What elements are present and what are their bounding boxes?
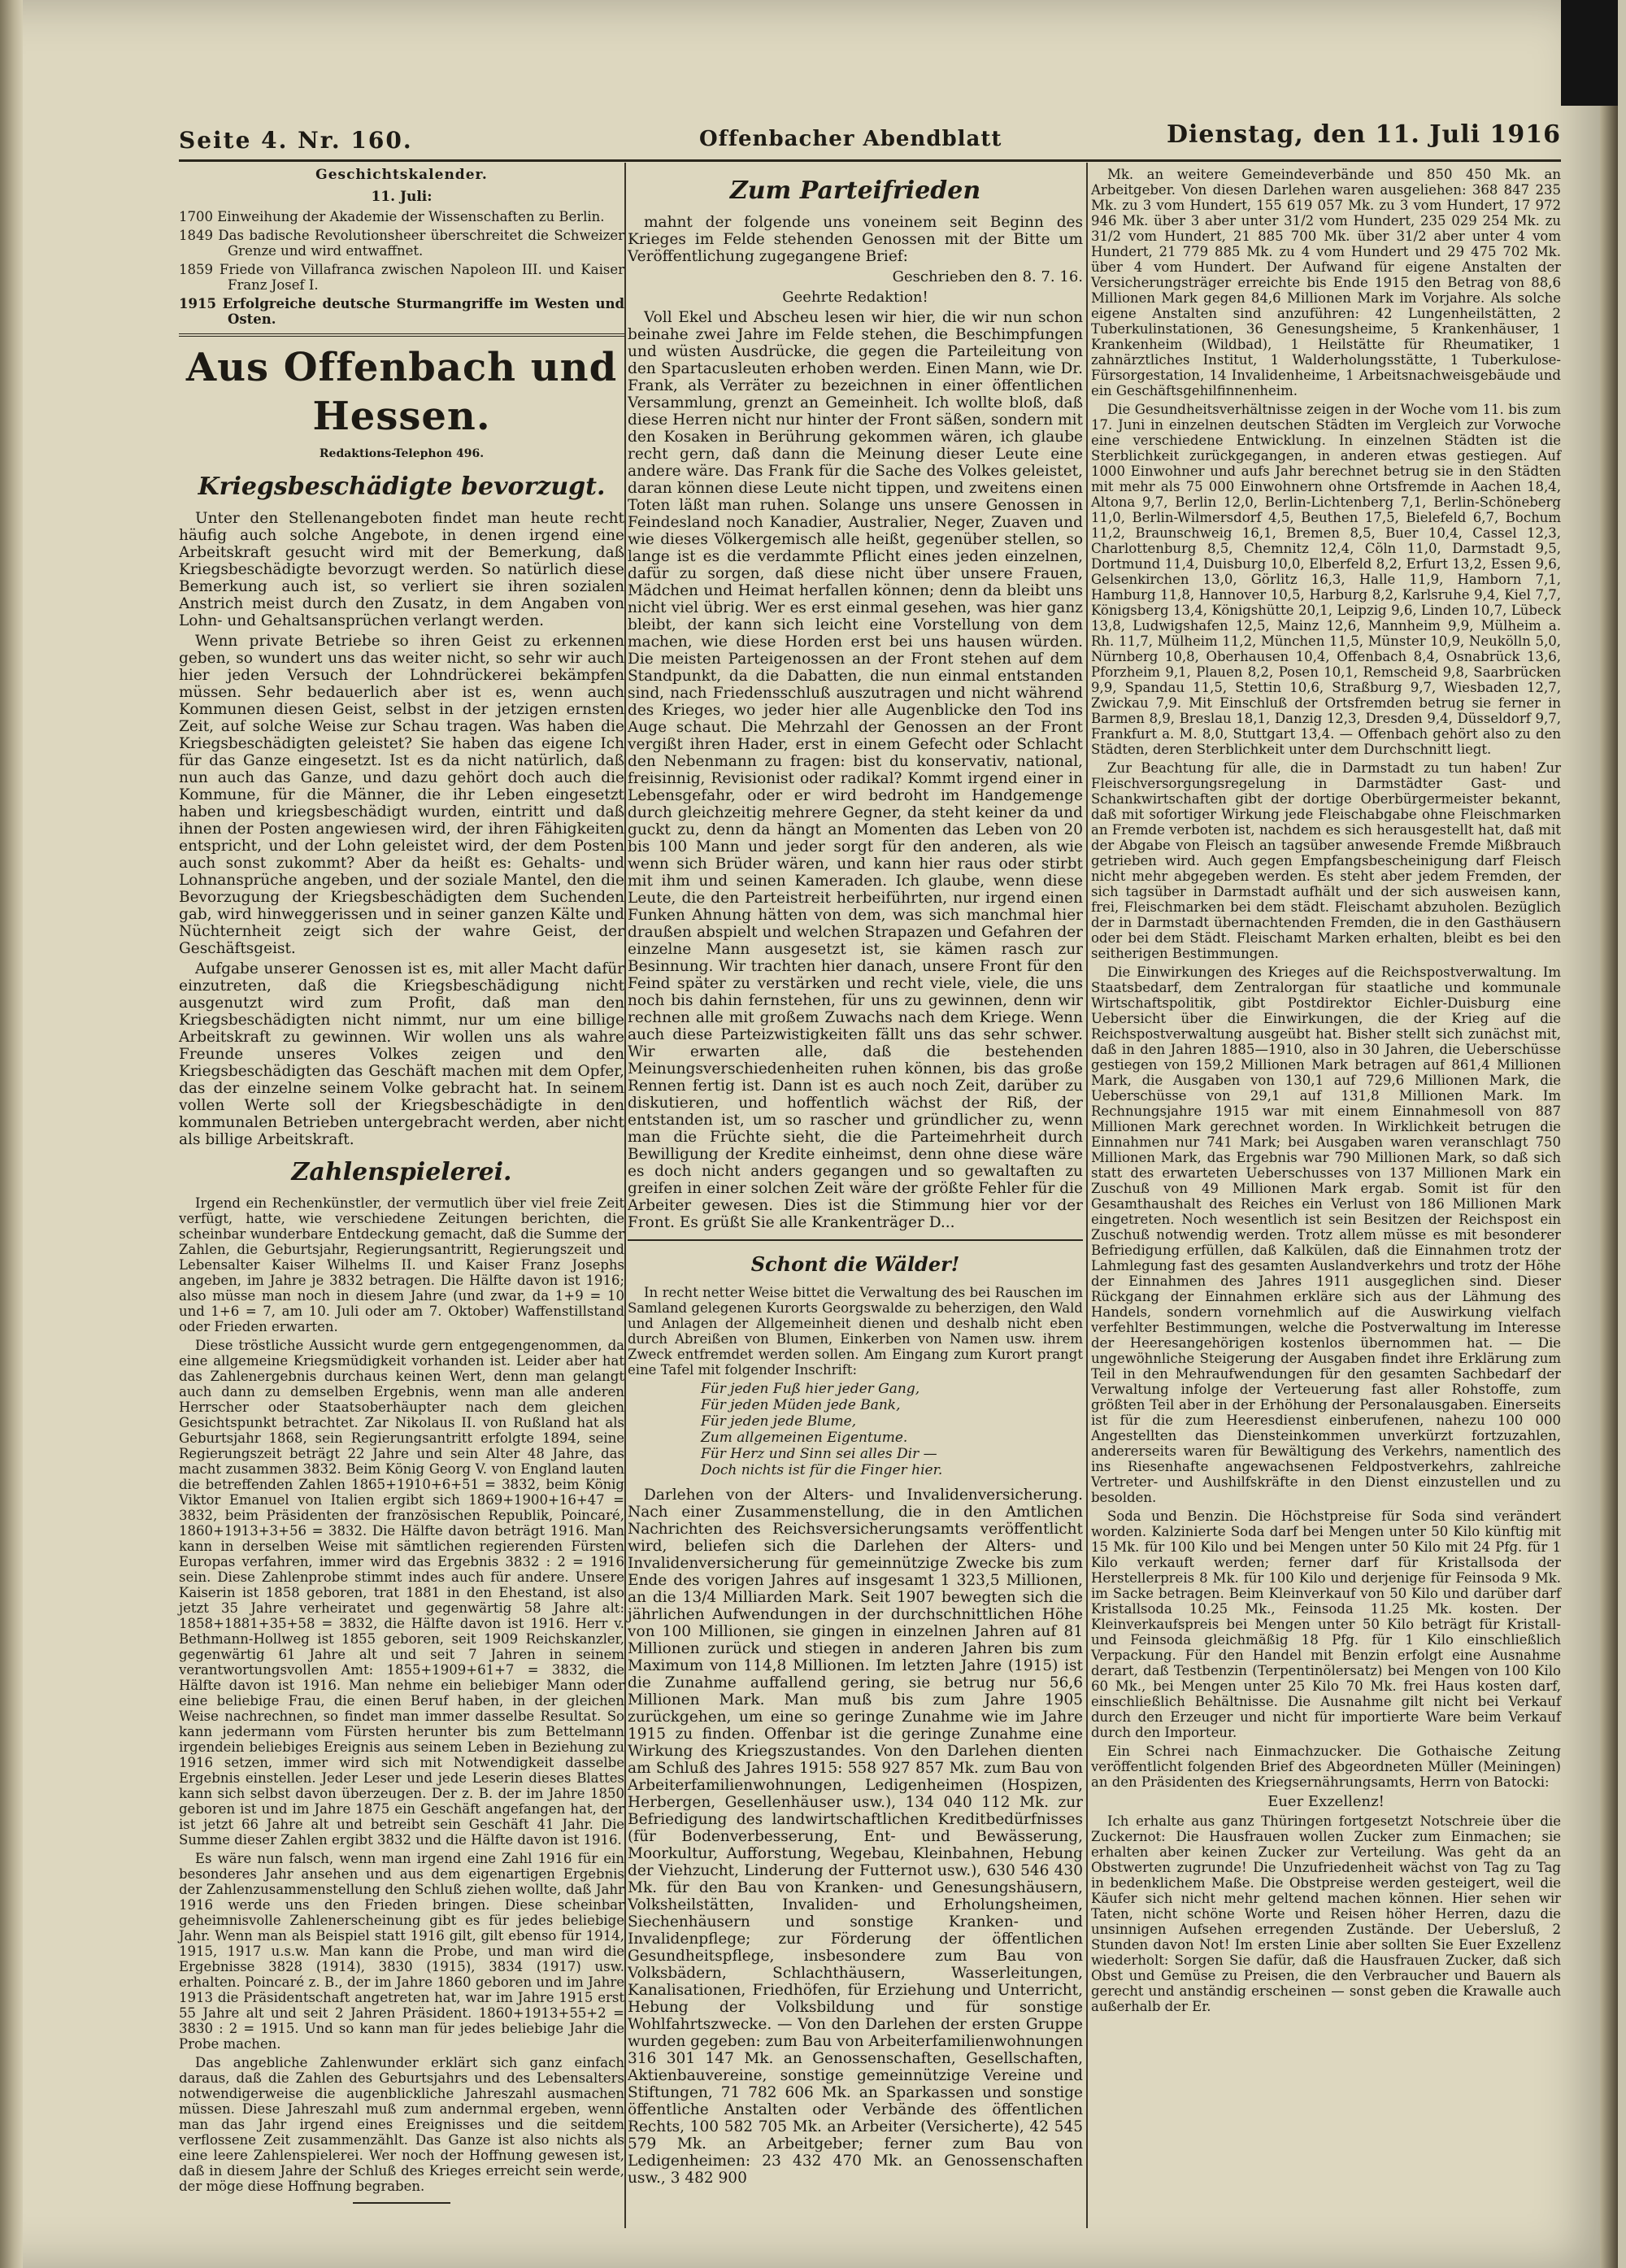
article-title: Zahlenspielerei. [291, 1158, 512, 1186]
article-paragraph: Es wäre nun falsch, wenn man irgend eine Zahl 1916 für ein besonderes Jahr ansehen und aus dem eigenartigen Ergebnis der Zahlenzusammenstellung den Schluß ziehen wollte, daß Jahr 1916 werde uns den Frieden bringen. Diese scheinbar geheimnisvolle Zahlenerscheinung gibt es für jedes beliebige Jahr. Wenn man als Beispiel statt 1916 gilt, gilt ebenso für 1914, 1915, 1917 u.s.w. Man kann die Probe, und man wird die Ergebnisse 3828 (1914), 3830 (1915), 3834 (1917) usw. erhalten. Poincaré z. B., der im Jahre 1860 geboren und im Jahre 1913 die Präsidentschaft angetreten hat, war im Jahre 1915 erst 55 Jahre alt und seit 2 Jahren Präsident. 1860+1913+55+2 = 3830 : 2 = 1915. Und so kann man für jedes beliebige Jahr die Probe machen. [179, 1851, 624, 2052]
poem-line: Zum allgemeinen Eigentume. [701, 1430, 908, 1446]
article-paragraph: Das angebliche Zahlenwunder erklärt sich ganz einfach daraus, daß die Zahlen des Geburtsjahrs und des Lebensalters notwendigerweise die augenblickliche Jahreszahl ausmachen müssen. Diese Jahreszahl muß zum andernmal ergeben, wenn man das Jahr irgend eines Ereignisses und die seitdem verflossene Zeit zusammenzählt. Das Ganze ist also nichts als eine leere Zahlenspielerei. Wer noch der Hoffnung gewesen ist, daß in diesem Jahre der Schluß des Krieges erreicht sein werde, der möge diese Hoffnung begraben. [179, 2055, 624, 2194]
article-paragraph: Unter den Stellenangeboten findet man heute recht häufig auch solche Angebote, in denen irgend eine Arbeitskraft gesucht wird mit der Bemerkung, daß Kriegsbeschädigte bevorzugt werden. So natürlich diese Bemerkung auch ist, so verliert sie ihren sozialen Anstrich meist durch den Zusatz, in dem Angaben von Lohn- und Gehaltsansprüchen verlangt werden. [179, 510, 624, 629]
page-binding [0, 0, 23, 2268]
article-title: Kriegsbeschädigte bevorzugt. [198, 472, 606, 501]
column-rule [624, 163, 626, 2228]
article-paragraph: Voll Ekel und Abscheu lesen wir hier, die wir nun schon beinahe zwei Jahre im Felde stehen, die Beschimpfungen und wüsten Ausdrücke, die gegen die Parteileitung von den Spartacusleuten erhoben werden. Einen Mann, wie Dr. Frank, als Verräter zu bezeichnen in einer öffentlichen Versammlung, grenzt an Gemeinheit. Ich wollte bloß, daß diese Herren nicht nur hinter der Front säßen, sondern mit den Kosaken in Berührung gekommen wären, ich glaube recht gern, daß dann die Meinung dieser Leute eine andere wäre. Das Frank für die Sache des Volkes geleistet, daran können diese Leute nicht tippen, und zweitens einen Toten läßt man ruhen. Solange uns unsere Genossen in Feindesland noch Kanadier, Australier, Neger, Zuaven und wie dieses Völkergemisch alle heißt, gegenüber stellen, so lange ist es die verdammte Pflicht eines jeden einzelnen, dafür zu sorgen, daß diese nicht über unsere Frauen, Mädchen und Heimat herfallen können; denn da bleibt uns nicht viel übrig. Wer es erst einmal gesehen, was hier ganz bleibt, der kann sich leicht eine Vorstellung von dem machen, wie diese Horden erst bei uns hausen würden. Die meisten Parteigenossen an der Front stehen auf dem Standpunkt, da die Dabatten, die nun einmal entstanden sind, nach Friedensschluß auszutragen und nicht während des Krieges, wo jeder hier alle Augenblicke den Tod ins Auge schaut. Die Mehrzahl der Genossen an der Front vergißt ihren Hader, erst in einem Gefecht oder Schlacht den Nebenmann zu fragen: bist du konservativ, national, freisinnig, Revisionist oder radikal? Kommt irgend einer in Lebensgefahr, oder er wird bedroht im Handgemenge durch gleichzeitig mehrere Gegner, da steht keiner da und guckt zu, denn da hängt an Momenten das Leben von 20 bis 100 Mann und jeder sorgt für den anderen, als wie wenn sich Brüder wären, und kann hier raus oder stirbt mit ihm und seinen Kameraden. Ich glaube, wenn diese Leute, die den Parteistreit herbeiführten, nur irgend einen Funken Ahnung hätten von dem, was sich manchmal hier draußen abspielt und welchen Strapazen und Gefahren der einzelne Mann ausgesetzt ist, sie kämen rasch zur Besinnung. Wir trachten hier danach, unsere Front für den Feind später zu verstärken und recht viele, viele, die uns noch bis dahin fernstehen, für uns zu gewinnen, denn wir rechnen alle mit großem Zuwachs nach dem Kriege. Wenn auch diese Parteizwistigkeiten fällt uns das sehr schwer. Wir erwarten alle, daß die bestehenden Meinungsverschiedenheiten ruhen können, bis das große Rennen fertig ist. Dann ist es auch noch Zeit, darüber zu diskutieren, und hoffentlich wächst der Riß, der entstanden ist, um so rascher und gründlicher zu, wenn man die Früchte sieht, die die Parteimehrheit durch Bewilligung der Kredite einheimst, denn ohne diese wäre es doch nicht anders gegangen und so gewaltaften zu greifen in einer solchen Zeit wäre der größte Fehler für die Arbeiter gewesen. Dies ist die Stimmung hier vor der Front. Es grüßt Sie alle Krankenträger D... [628, 309, 1083, 1231]
article-paragraph: Aufgabe unserer Genossen ist es, mit aller Macht dafür einzutreten, daß die Kriegsbeschädigung nicht ausgenutzt wird zum Profit, daß man den Kriegsbeschädigten nicht nimmt, nur um eine billige Arbeitskraft zu gewinnen. Wir wollen uns als wahre Freunde unseres Volkes zeigen und den Kriegsbeschädigten das Geschäft machen mit dem Opfer, das der einzelne seinem Volke gebracht hat. In seinem vollen Werte soll der Kriegsbeschädigte in den kommunalen Betrieben untergebracht werden, aber nicht als billige Arbeitskraft. [179, 960, 624, 1148]
newspaper-title: Offenbacher Abendblatt [699, 127, 1002, 151]
article-paragraph: Ein Schrei nach Einmachzucker. Die Gothaische Zeitung veröffentlicht folgenden Brief des Abgeordneten Müller (Meiningen) an den Präsidenten des Kriegsernährungsamts, Herrn von Batocki: [1091, 1743, 1561, 1790]
scan-corner [1561, 0, 1618, 106]
column-2 [628, 167, 1083, 2190]
divider [628, 1239, 1083, 1241]
poem-line: Für jeden Müden jede Bank, [701, 1397, 901, 1413]
article-paragraph: Wenn private Betriebe so ihren Geist zu erkennen geben, so wundert uns das weiter nicht, so sehr wir auch hier jeden Versuch der Lohndrückerei bekämpfen müssen. Sehr bedauerlich aber ist es, wenn auch Kommunen diesen Geist, selbst in der jetzigen ernsten Zeit, auf solche Weise zur Schau tragen. Was haben die Kriegsbeschädigten geleistet? Sie haben das eigene Ich für das Ganze eingesetzt. Ist es da nicht natürlich, daß nun auch das Ganze, und dazu gehört doch auch die Kommune, für die Männer, die ihr Leben eingesetzt haben und kriegsbeschädigt wurden, eintritt und daß ihnen der Posten angewiesen wird, der ihren Fähigkeiten entspricht, und der Lohn geleistet wird, der dem Posten auch sonst zukommt? Aber da heißt es: Gehalts- und Lohnansprüche angeben, und der soziale Mantel, den die Bevorzugung der Kriegsbeschädigten dem Suchenden gab, wird hinweggerissen und in seiner ganzen Kälte und Nüchternheit zeigt sich der wahre Geist, der Geschäftsgeist. [179, 633, 624, 957]
article-paragraph: In recht netter Weise bittet die Verwaltung des bei Rauschen im Samland gelegenen Kurorts Georgswalde zu beherzigen, den Wald und Anlagen der Allgemeinheit dienen und deshalb nicht eben durch Abreißen von Blumen, Einkerben von Namen usw. ihrem Zweck entfremdet werden sollen. Am Eingang zum Kurort prangt eine Tafel mit folgender Inschrift: [628, 1285, 1083, 1378]
calendar-item: 1915 Erfolgreiche deutsche Sturmangriffe im Westen und Osten. [179, 296, 624, 327]
article-title: Schont die Wälder! [750, 1252, 960, 1276]
page-header [179, 120, 1561, 162]
calendar-item: 1859 Friede von Villafranca zwischen Napoleon III. und Kaiser Franz Josef I. [179, 262, 624, 293]
issue-date: Dienstag, den 11. Juli 1916 [1166, 120, 1561, 149]
editorial-phone: Redaktions-Telephon 496. [319, 447, 485, 460]
column-3 [1091, 167, 1561, 2018]
article-paragraph: Die Gesundheitsverhältnisse zeigen in der Woche vom 11. bis zum 17. Juni in einzelnen deutschen Städten im Vergleich zur Vorwoche eine verschiedene Entwicklung. In einzelnen Städten ist die Sterblichkeit zurückgegangen, in anderen etwas gestiegen. Auf 1000 Einwohner und aufs Jahr berechnet betrug sie in den Städten mit mehr als 75 000 Einwohnern ohne Ortsfremde in Aachen 18,4, Altona 9,7, Berlin 12,0, Berlin-Lichtenberg 7,1, Berlin-Schöneberg 11,0, Berlin-Wilmersdorf 4,5, Beuthen 17,5, Bielefeld 6,7, Bochum 11,2, Braunschweig 16,1, Bremen 8,5, Buer 10,4, Cassel 12,3, Charlottenburg 8,5, Chemnitz 12,4, Cöln 11,0, Darmstadt 9,5, Dortmund 11,4, Duisburg 10,0, Elberfeld 8,2, Erfurt 13,2, Essen 9,6, Gelsenkirchen 13,0, Görlitz 16,3, Halle 11,9, Hamborn 7,1, Hamburg 11,8, Hannover 10,5, Harburg 8,2, Karlsruhe 9,4, Kiel 7,7, Königsberg 13,4, Königshütte 20,1, Leipzig 9,6, Linden 10,7, Lübeck 13,8, Ludwigshafen 12,5, Mainz 12,6, Mannheim 9,9, Mülheim a. Rh. 11,7, Mülheim 11,2, München 11,5, Münster 10,9, Neukölln 5,0, Nürnberg 10,8, Oberhausen 10,4, Offenbach 8,4, Osnabrück 13,6, Pforzheim 9,1, Plauen 8,2, Posen 10,1, Remscheid 9,8, Saarbrücken 9,9, Spandau 11,5, Stettin 10,6, Straßburg 9,7, Wiesbaden 12,7, Zwickau 7,9. Mit Einschluß der Ortsfremden betrug sie ferner in Barmen 8,9, Breslau 18,1, Danzig 12,3, Dresden 9,4, Düsseldorf 9,7, Frankfurt a. M. 8,0, Stuttgart 13,4. — Offenbach gehört also zu den Städten, deren Sterblichkeit unter dem Durchschnitt liegt. [1091, 402, 1561, 757]
column-rule [1086, 163, 1088, 2228]
calendar-item: 1700 Einweihung der Akademie der Wissenschaften zu Berlin. [179, 209, 605, 224]
calendar-title: Geschichtskalender. [315, 167, 488, 183]
article-paragraph: Darlehen von der Alters- und Invalidenversicherung. Nach einer Zusammenstellung, die in den Amtlichen Nachrichten des Reichsversicherungsamts veröffentlicht wird, beliefen sich die Darlehen der Alters- und Invalidenversicherung für gemeinnützige Zwecke bis zum Ende des vorigen Jahres auf insgesamt 1 323,5 Millionen, an die 13/4 Milliarden Mark. Seit 1907 bewegten sich die jährlichen Aufwendungen in der durchschnittlichen Höhe von 100 Millionen, sie gingen in einzelnen Jahren auf 81 Millionen zurück und stiegen in anderen Jahren bis zum Maximum von 114,8 Millionen. Im letzten Jahre (1915) ist die Zunahme auffallend gering, sie betrug nur 56,6 Millionen Mark. Man muß bis zum Jahre 1905 zurückgehen, um eine so geringe Zunahme wie im Jahre 1915 zu finden. Offenbar ist die geringe Zunahme eine Wirkung des Kriegszustandes. Von den Darlehen dienten am Schluß des Jahres 1915: 558 927 857 Mk. zum Bau von Arbeiterfamilienwohnungen, Ledigenheimen (Hospizen, Herbergen, Gesellenhäuser usw.), 134 040 112 Mk. zur Befriedigung des landwirtschaftlichen Kreditbedürfnisses (für Bodenverbesserung, Ent- und Bewässerung, Moorkultur, Aufforstung, Wegebau, Kleinbahnen, Hebung der Viehzucht, Linderung der Futternot usw.), 630 546 430 Mk. für den Bau von Kranken- und Genesungshäusern, Volksheilstätten, Invaliden- und Erholungsheimen, Siechenhäusern und sonstige Kranken- und Invalidenpflege; zur Förderung der öffentlichen Gesundheitspflege, insbesondere zum Bau von Volksbädern, Schlachthäusern, Wasserleitungen, Kanalisationen, Friedhöfen, für Erziehung und Unterricht, Hebung der Volksbildung und für sonstige Wohlfahrtszwecke. — Von den Darlehen der ersten Gruppe wurden gegeben: zum Bau von Arbeiterfamilienwohnungen 316 301 147 Mk. an Genossenschaften, Gesellschaften, Aktienbauvereine, sonstige gemeinnützige Vereine und Stiftungen, 71 782 606 Mk. an Sparkassen und sonstige öffentliche Anstalten oder Verbände des öffentlichen Rechts, 100 582 705 Mk. an Arbeiter (Versicherte), 42 545 579 Mk. an Arbeitgeber; ferner zum Bau von Ledigenheimen: 23 432 470 Mk. an Genossenschaften usw., 3 482 900 [628, 1487, 1083, 2187]
article-paragraph: Soda und Benzin. Die Höchstpreise für Soda sind verändert worden. Kalzinierte Soda darf bei Mengen unter 50 Kilo künftig mit 15 Mk. für 100 Kilo und bei Mengen unter 50 Kilo mit 24 Pfg. für 1 Kilo verkauft werden; ferner darf für Kristallsoda der Herstellerpreis 8 Mk. für 100 Kilo und derjenige für Feinsoda 9 Mk. im Sacke betragen. Beim Kleinverkauf von 50 Kilo und darüber darf Kristallsoda 10.25 Mk., Feinsoda 11.25 Mk. kosten. Der Kleinverkaufspreis bei Mengen unter 50 Kilo beträgt für Kristall- und Feinsoda gleichmäßig 18 Pfg. für 1 Kilo einschließlich Verpackung. Für den Handel mit Benzin erfolgt eine Ausnahme derart, daß Testbenzin (Terpentinölersatz) bei Mengen von 100 Kilo 60 Mk., bei Mengen unter 25 Kilo 70 Mk. frei Haus kosten darf, einschließlich Behältnisse. Die Ausnahme gilt nicht bei Verkauf durch den Erzeuger und nicht für importierte Ware beim Verkauf durch den Importeur. [1091, 1508, 1561, 1740]
poem-line: Für jeden jede Blume, [701, 1413, 857, 1430]
calendar-item: 1849 Das badische Revolutionsheer überschreitet die Schweizer Grenze und wird entwaffnet. [179, 228, 624, 259]
end-rule [353, 2202, 450, 2204]
section-heading: Aus Offenbach und Hessen. [185, 345, 618, 439]
poem-line: Doch nichts ist für die Finger hier. [701, 1462, 943, 1478]
letter-date: Geschrieben den 8. 7. 16. [892, 268, 1083, 285]
poem [628, 1381, 1083, 1478]
page-number: Seite 4. Nr. 160. [179, 127, 413, 154]
poem-line: Für Herz und Sinn sei alles Dir — [701, 1446, 937, 1462]
poem-line: Für jeden Fuß hier jeder Gang, [701, 1381, 920, 1397]
article-title: Zum Parteifrieden [729, 176, 981, 205]
article-paragraph: Diese tröstliche Aussicht wurde gern entgegengenommen, da eine allgemeine Kriegsmüdigkeit vorhanden ist. Leider aber hat das Zahlenergebnis durchaus keinen Wert, denn man gelangt auch dann zu demselben Ergebnis, wenn man alle anderen Herrscher oder Staatsoberhäupter nach dem gleichen Gesichtspunkt betrachtet. Zar Nikolaus II. von Rußland hat als Geburtsjahr 1868, sein Regierungsantritt erfolgte 1894, seine Regierungszeit beträgt 22 Jahre und sein Alter 48 Jahre, das macht zusammen 3832. Beim König Georg V. von England lauten die betreffenden Zahlen 1865+1910+6+51 = 3832, beim König Viktor Emanuel von Italien ergibt sich 1869+1900+16+47 = 3832, beim Präsidenten der französischen Republik, Poincaré, 1860+1913+3+56 = 3832. Die Hälfte davon beträgt 1916. Man kann in derselben Weise mit sämtlichen regierenden Fürsten Europas verfahren, immer wird das Ergebnis 3832 : 2 = 1916 sein. Diese Zahlenprobe stimmt indes auch für andere. Unsere Kaiserin ist 1858 geboren, trat 1881 in den Ehestand, ist also jetzt 35 Jahre verheiratet und gegenwärtig 58 Jahre alt: 1858+1881+35+58 = 3832, die Hälfte davon ist 1916. Herr v. Bethmann-Hollweg ist 1855 geboren, seit 1909 Reichskanzler, gegenwärtig 61 Jahre alt und seit 7 Jahren in seinem verantwortungsvollen Amt: 1855+1909+61+7 = 3832, die Hälfte davon ist 1916. Man nehme ein beliebiger Mann oder eine beliebige Frau, die einen Beruf haben, in der gleichen Weise nachrechnen, so findet man immer dasselbe Resultat. So kann jedermann vom Fürsten herunter bis zum Bettelmann irgendein beliebiges Ereignis aus seinem Leben in Beziehung zu 1916 setzen, immer wird sich mit Notwendigkeit dasselbe Ergebnis einstellen. Jeder Leser und jede Leserin dieses Blattes kann sich selbst davon überzeugen. Der z. B. der im Jahre 1850 geboren ist und im Jahre 1875 ein Geschäft angefangen hat, der ist jetzt 66 Jahre alt und betreibt sein Geschäft 41 Jahr. Die Summe dieser Zahlen ergibt 3832 und die Hälfte davon ist 1916. [179, 1338, 624, 1848]
article-paragraph: Ich erhalte aus ganz Thüringen fortgesetzt Notschreie über die Zuckernot: Die Hausfrauen wollen Zucker zum Einmachen; sie erhalten aber keinen Zucker zur Verteilung. Was geht da an Obstwerten zugrunde! Die Unzufriedenheit wächst von Tag zu Tag in bedenklichem Maße. Die Obstpreise werden gesteigert, weil die Käufer sich nicht mehr geltend machen können. Hier sehen wir Taten, nicht schöne Worte und Reisen höher Herren, dazu die unsinnigen Aufsehen erregenden Zustände. Der Uebersluß, 2 Stunden davon Not! Im ersten Linie aber sollten Sie Euer Exzellenz wiederholt: Sorgen Sie dafür, daß die Hausfrauen Zucker, daß sich Obst und Gemüse zu Preisen, die den Verbraucher und Bauern als gerecht und anständig erscheinen — sonst geben die Krawalle auch außerhalb der Er. [1091, 1813, 1561, 2014]
article-paragraph: Die Einwirkungen des Krieges auf die Reichspostverwaltung. Im Staatsbedarf, dem Zentralorgan für staatliche und kommunale Wirtschaftspolitik, gibt Postdirektor Eichler-Duisburg eine Uebersicht über die Einwirkungen, die der Krieg auf die Reichspostverwaltung ausgeübt hat. Bisher stellt sich zunächst mit, daß in den Jahren 1885—1910, also in 30 Jahren, die Ueberschüsse gestiegen von 159,2 Millionen Mark betragen auf 861,4 Millionen Mark, die Ausgaben von 130,1 auf 729,6 Millionen Mark, die Ueberschüsse von 29,1 auf 131,8 Millionen Mark. Im Rechnungsjahre 1915 war mit einem Einnahmesoll von 887 Millionen Mark gerechnet worden. In Wirklichkeit betrugen die Einnahmen nur 741 Mark; bei Ausgaben waren veranschlagt 750 Millionen Mark, das Ergebnis war 790 Millionen Mark, so daß sich statt des erwarteten Ueberschusses von 137 Millionen Mark ein Zuschuß von 49 Millionen Mark ergab. Somit ist für den Gesamthaushalt des Reiches ein Verlust von 186 Millionen Mark eingetreten. Noch wesentlich ist sein Besitzen der Reichspost ein Zuschuß notwendig werden. Trotz allem müsse es mit besonderer Befriedigung erfüllen, daß Kalkülen, daß die Einnahmen trotz der Lahmlegung fast des gesamten Auslandverkehrs und trotz der Höhe der Einnahmen des Jahres 1911 ausgeglichen sind. Dieser Rückgang der Einnahmen erkläre sich aus der Lähmung des Handels, sondern vornehmlich auf die Auswirkung vielfach verfehlter Bestimmungen, welche die Postverwaltung im Interesse der Heeresangehörigen kostenlos übernommen hat. — Die ungewöhnliche Steigerung der Ausgaben findet ihre Erklärung zum Teil in den Mehraufwendungen für den gesamten Sachbedarf der Verwaltung infolge der Verteuerung fast aller Rohstoffe, zum größten Teil aber in der Erhöhung der Personalausgaben. Einerseits ist für die zum Heeresdienst einberufenen, nahezu 100 000 Angestellten das Diensteinkommen unverkürzt fortzuzahlen, andererseits waren für Bewältigung des Verkehrs, namentlich des ins Riesenhafte angewachsenen Feldpostverkehrs, zahlreiche Vertreter- und Aushilfskräfte in den Dienst einzustellen und zu besolden. [1091, 964, 1561, 1505]
article-paragraph: Irgend ein Rechenkünstler, der vermutlich über viel freie Zeit verfügt, hatte, wie verschiedene Zeitungen berichten, die scheinbar wunderbare Entdeckung gemacht, daß die Summe der Zahlen, die Geburtsjahr, Regierungsantritt, Regierungszeit und Lebensalter Kaiser Wilhelms II. und Kaiser Franz Josephs angeben, im Jahre je 3832 betragen. Die Hälfte davon ist 1916; also müsse man noch in diesem Jahre (und zwar, da 1+9 = 10 und 1+6 = 7, am 10. Juli oder am 7. Oktober) Waffenstillstand oder Frieden erwarten. [179, 1195, 624, 1334]
article-intro: mahnt der folgende uns voneinem seit Beginn des Krieges im Felde stehenden Genossen mit der Bitte um Veröffentlichung zugegangene Brief: [628, 214, 1083, 265]
article-paragraph: Zur Beachtung für alle, die in Darmstadt zu tun haben! Zur Fleischversorgungsregelung in Darmstädter Gast- und Schankwirtschaften gibt der dortige Oberbürgermeister bekannt, daß mit sofortiger Wirkung jede Fleischabgabe ohne Fleischmarken an Fremde verboten ist, nachdem es sich herausgestellt hat, daß mit der Abgabe von Fleisch an tagsüber anwesende Fremde Mißbrauch getrieben wird. Auch gegen Empfangsbescheinigung darf Fleisch nicht mehr abgegeben werden. Es steht aber jedem Fremden, der sich tagsüber in Darmstadt aufhält und der sich ausweisen kann, frei, Fleischmarken bei dem städt. Fleischamt abzuholen. Bezüglich der in Darmstadt übernachtenden Fremden, die in den Gasthäusern oder bei dem Städt. Fleischamt Marken erhalten, bleibt es bei den seitherigen Bestimmungen. [1091, 760, 1561, 961]
divider [179, 333, 624, 337]
page-edge [1600, 0, 1618, 2268]
letter-salutation: Geehrte Redaktion! [782, 289, 928, 306]
letter-salutation: Euer Exzellenz! [1267, 1793, 1385, 1810]
article-paragraph: Mk. an weitere Gemeindeverbände und 850 450 Mk. an Arbeitgeber. Von diesen Darlehen waren ausgeliehen: 368 847 235 Mk. zu 3 vom Hundert, 155 619 057 Mk. zu 3 vom Hundert, 17 972 946 Mk. über 3 aber unter 31/2 vom Hundert, 235 029 254 Mk. zu 31/2 vom Hundert, 21 885 700 Mk. über 31/2 aber unter 4 vom Hundert, 21 779 885 Mk. zu 4 vom Hundert und 29 475 702 Mk. über 4 vom Hundert. Der Aufwand für eigene Anstalten der Versicherungsträger erreichte bis Ende 1915 den Betrag von 88,6 Millionen Mark gegen 84,6 Millionen Mark im Vorjahre. Als solche eigene Anstalten sind anzuführen: 42 Lungenheilstätten, 2 Tuberkulinstationen, 36 Genesungsheime, 5 Krankenhäuser, 1 Krankenheim (Wildbad), 1 Heilstätte für Rheumatiker, 1 zahnärztliches Institut, 1 Walderholungsstätte, 1 Tuberkulose-Fürsorgestation, 14 Invalidenheime, 1 Arbeitsnachweisgebäude und ein Geschäftsgehilfinnenheim. [1091, 167, 1561, 398]
column-1 [179, 167, 624, 2212]
calendar-date: 11. Juli: [371, 189, 433, 205]
